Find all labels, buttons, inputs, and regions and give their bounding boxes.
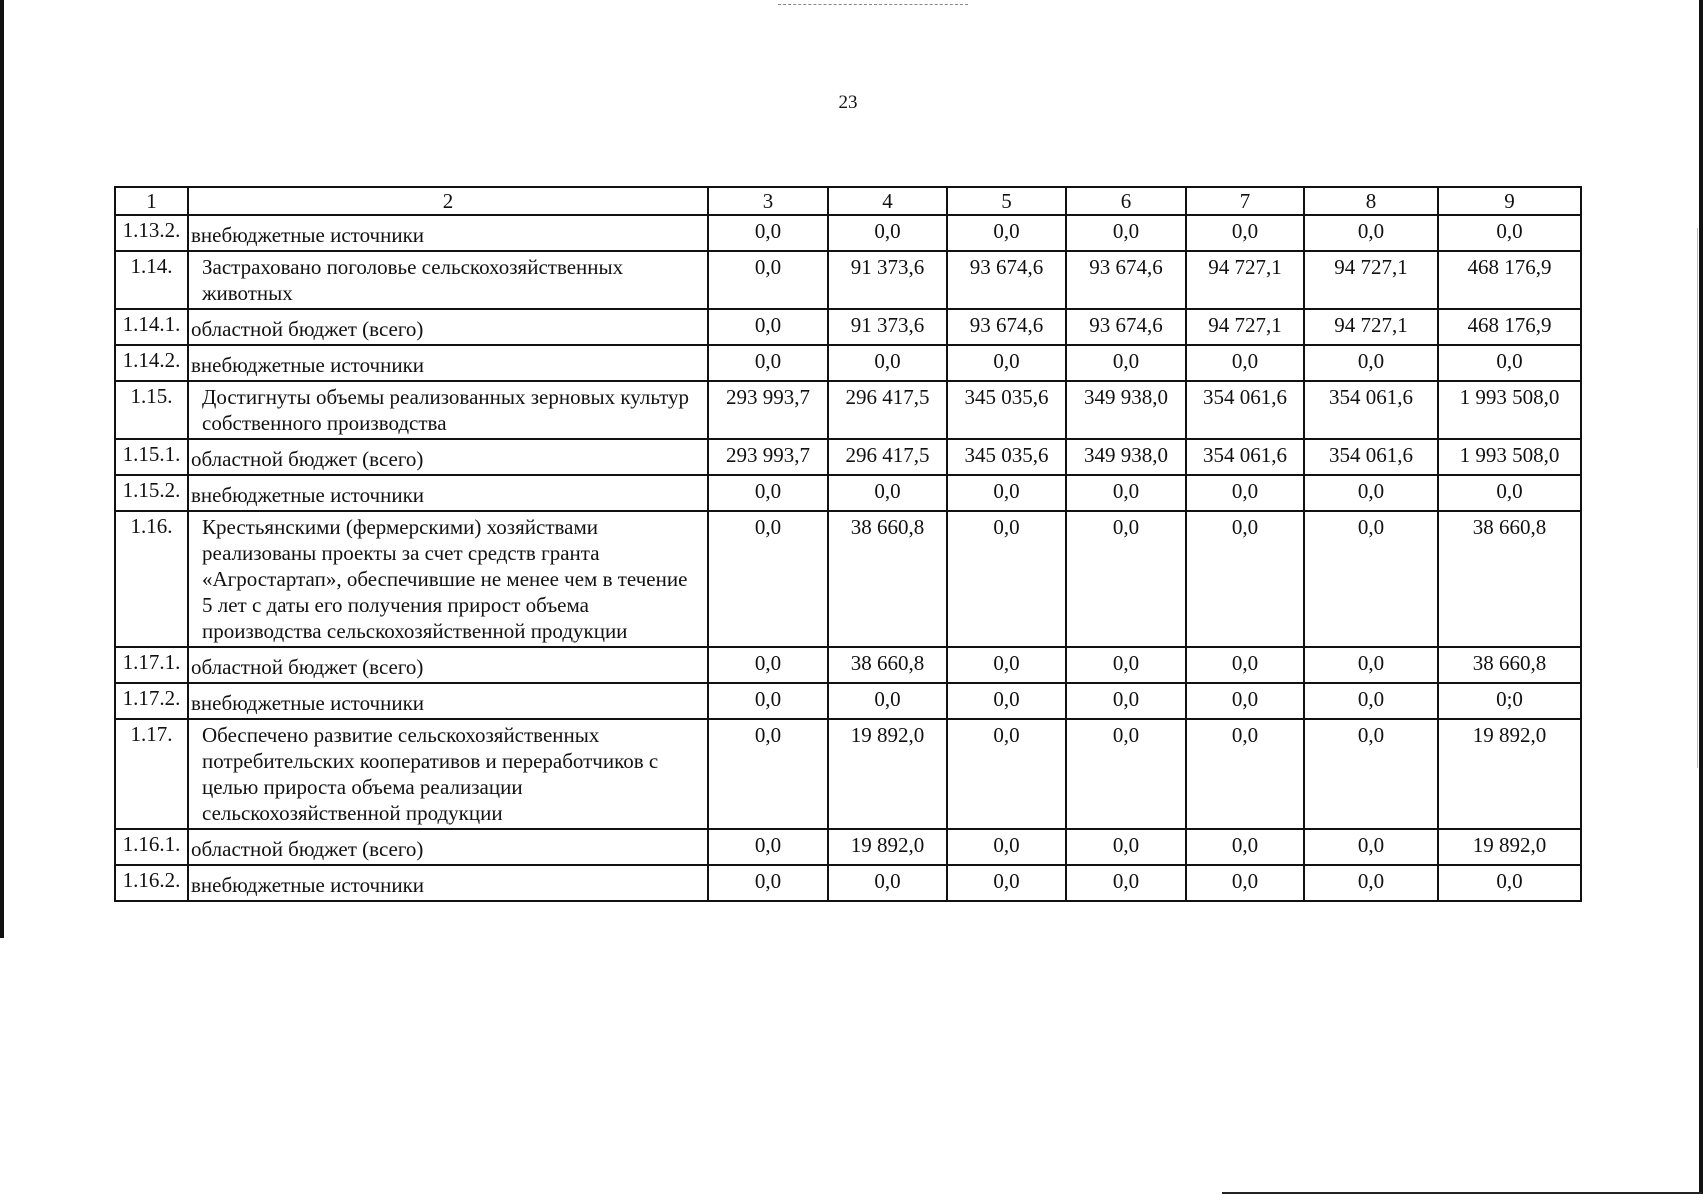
row-value-col-8: 0,0 xyxy=(1304,511,1438,647)
row-value-col-6: 349 938,0 xyxy=(1066,439,1186,475)
row-value-col-6: 93 674,6 xyxy=(1066,251,1186,309)
row-value-col-7: 0,0 xyxy=(1186,647,1304,683)
row-value-col-5: 93 674,6 xyxy=(947,251,1066,309)
row-value-col-4: 0,0 xyxy=(828,215,947,251)
row-value-col-9: 38 660,8 xyxy=(1438,647,1581,683)
row-value-col-5: 345 035,6 xyxy=(947,439,1066,475)
column-header-2: 2 xyxy=(188,187,708,215)
scan-faint-line xyxy=(1697,228,1698,768)
row-code: 1.17.2. xyxy=(115,683,188,719)
row-value-col-6: 0,0 xyxy=(1066,475,1186,511)
row-value-col-3: 0,0 xyxy=(708,475,828,511)
column-header-7: 7 xyxy=(1186,187,1304,215)
row-value-col-6: 93 674,6 xyxy=(1066,309,1186,345)
row-value-col-9: 1 993 508,0 xyxy=(1438,381,1581,439)
table-body xyxy=(115,187,1581,901)
row-name: внебюджетные источники xyxy=(188,865,708,901)
row-value-col-8: 94 727,1 xyxy=(1304,309,1438,345)
row-value-col-6: 0,0 xyxy=(1066,511,1186,647)
row-name: внебюджетные источники xyxy=(188,683,708,719)
row-code: 1.17.1. xyxy=(115,647,188,683)
row-value-col-7: 0,0 xyxy=(1186,829,1304,865)
row-value-col-7: 94 727,1 xyxy=(1186,309,1304,345)
row-code: 1.13.2. xyxy=(115,215,188,251)
column-header-9: 9 xyxy=(1438,187,1581,215)
row-value-col-6: 0,0 xyxy=(1066,683,1186,719)
row-value-col-8: 94 727,1 xyxy=(1304,251,1438,309)
table-row xyxy=(115,439,1581,475)
row-value-col-5: 0,0 xyxy=(947,865,1066,901)
row-value-col-3: 293 993,7 xyxy=(708,381,828,439)
table-row xyxy=(115,381,1581,439)
row-name: Обеспечено развитие сельскохозяйственных потребительских кооперативов и переработчиков с целью прироста объема реализации сельскохозяйственной продукции xyxy=(188,719,708,829)
row-value-col-4: 19 892,0 xyxy=(828,829,947,865)
row-value-col-4: 0,0 xyxy=(828,865,947,901)
row-code: 1.16.2. xyxy=(115,865,188,901)
column-header-5: 5 xyxy=(947,187,1066,215)
row-name: областной бюджет (всего) xyxy=(188,309,708,345)
row-code: 1.14.2. xyxy=(115,345,188,381)
row-value-col-4: 296 417,5 xyxy=(828,439,947,475)
row-value-col-8: 0,0 xyxy=(1304,683,1438,719)
row-code: 1.17. xyxy=(115,719,188,829)
column-header-6: 6 xyxy=(1066,187,1186,215)
row-value-col-7: 0,0 xyxy=(1186,215,1304,251)
column-header-8: 8 xyxy=(1304,187,1438,215)
row-value-col-8: 354 061,6 xyxy=(1304,381,1438,439)
table-row xyxy=(115,251,1581,309)
row-value-col-7: 354 061,6 xyxy=(1186,381,1304,439)
row-value-col-6: 349 938,0 xyxy=(1066,381,1186,439)
row-value-col-9: 0;0 xyxy=(1438,683,1581,719)
row-name: Достигнуты объемы реализованных зерновых культур собственного производства xyxy=(188,381,708,439)
row-value-col-7: 0,0 xyxy=(1186,475,1304,511)
row-code: 1.15.2. xyxy=(115,475,188,511)
scan-left-edge xyxy=(0,0,4,938)
row-value-col-4: 0,0 xyxy=(828,683,947,719)
row-name: внебюджетные источники xyxy=(188,215,708,251)
row-value-col-8: 354 061,6 xyxy=(1304,439,1438,475)
row-value-col-8: 0,0 xyxy=(1304,345,1438,381)
row-value-col-3: 0,0 xyxy=(708,345,828,381)
row-value-col-4: 91 373,6 xyxy=(828,309,947,345)
row-value-col-4: 38 660,8 xyxy=(828,647,947,683)
table-row xyxy=(115,475,1581,511)
row-value-col-9: 468 176,9 xyxy=(1438,251,1581,309)
row-value-col-8: 0,0 xyxy=(1304,719,1438,829)
row-value-col-5: 0,0 xyxy=(947,647,1066,683)
row-value-col-5: 0,0 xyxy=(947,683,1066,719)
row-name: внебюджетные источники xyxy=(188,345,708,381)
row-value-col-3: 0,0 xyxy=(708,511,828,647)
row-value-col-9: 0,0 xyxy=(1438,865,1581,901)
row-code: 1.15.1. xyxy=(115,439,188,475)
row-value-col-6: 0,0 xyxy=(1066,647,1186,683)
row-value-col-5: 0,0 xyxy=(947,719,1066,829)
row-name: областной бюджет (всего) xyxy=(188,829,708,865)
row-value-col-3: 0,0 xyxy=(708,251,828,309)
column-header-1: 1 xyxy=(115,187,188,215)
row-value-col-5: 345 035,6 xyxy=(947,381,1066,439)
row-value-col-5: 0,0 xyxy=(947,829,1066,865)
row-code: 1.15. xyxy=(115,381,188,439)
column-header-3: 3 xyxy=(708,187,828,215)
row-code: 1.14. xyxy=(115,251,188,309)
row-value-col-6: 0,0 xyxy=(1066,719,1186,829)
page-number: 23 xyxy=(838,92,858,113)
scan-bottom-edge xyxy=(1222,1192,1702,1194)
row-value-col-3: 0,0 xyxy=(708,215,828,251)
row-value-col-5: 0,0 xyxy=(947,345,1066,381)
row-name: Застраховано поголовье сельскохозяйственных животных xyxy=(188,251,708,309)
budget-table xyxy=(114,186,1582,902)
table-header-row xyxy=(115,187,1581,215)
row-value-col-7: 0,0 xyxy=(1186,511,1304,647)
row-value-col-9: 0,0 xyxy=(1438,345,1581,381)
row-value-col-4: 38 660,8 xyxy=(828,511,947,647)
row-value-col-8: 0,0 xyxy=(1304,865,1438,901)
row-value-col-3: 0,0 xyxy=(708,719,828,829)
row-value-col-3: 293 993,7 xyxy=(708,439,828,475)
row-value-col-5: 0,0 xyxy=(947,475,1066,511)
scan-right-edge xyxy=(1699,0,1703,1194)
table-row xyxy=(115,865,1581,901)
row-code: 1.16. xyxy=(115,511,188,647)
row-value-col-6: 0,0 xyxy=(1066,829,1186,865)
row-code: 1.16.1. xyxy=(115,829,188,865)
row-value-col-7: 354 061,6 xyxy=(1186,439,1304,475)
row-value-col-6: 0,0 xyxy=(1066,215,1186,251)
row-name: Крестьянскими (фермерскими) хозяйствами реализованы проекты за счет средств гранта «Агростартап», обеспечившие не менее чем в течение 5 лет с даты его получения прирост объема производства сельскохозяйственной продукции xyxy=(188,511,708,647)
row-value-col-3: 0,0 xyxy=(708,309,828,345)
row-value-col-9: 19 892,0 xyxy=(1438,719,1581,829)
table-row xyxy=(115,215,1581,251)
row-value-col-7: 0,0 xyxy=(1186,719,1304,829)
row-value-col-3: 0,0 xyxy=(708,647,828,683)
scan-top-dash xyxy=(778,4,968,6)
table-row xyxy=(115,829,1581,865)
table-row xyxy=(115,647,1581,683)
row-value-col-4: 296 417,5 xyxy=(828,381,947,439)
row-name: внебюджетные источники xyxy=(188,475,708,511)
table-row xyxy=(115,683,1581,719)
row-value-col-9: 1 993 508,0 xyxy=(1438,439,1581,475)
row-name: областной бюджет (всего) xyxy=(188,439,708,475)
row-value-col-4: 0,0 xyxy=(828,345,947,381)
row-value-col-9: 38 660,8 xyxy=(1438,511,1581,647)
row-value-col-4: 0,0 xyxy=(828,475,947,511)
row-value-col-4: 19 892,0 xyxy=(828,719,947,829)
row-code: 1.14.1. xyxy=(115,309,188,345)
row-value-col-4: 91 373,6 xyxy=(828,251,947,309)
table-row xyxy=(115,345,1581,381)
table-row xyxy=(115,719,1581,829)
row-value-col-8: 0,0 xyxy=(1304,647,1438,683)
row-value-col-3: 0,0 xyxy=(708,829,828,865)
row-value-col-7: 0,0 xyxy=(1186,865,1304,901)
table-row xyxy=(115,309,1581,345)
row-value-col-8: 0,0 xyxy=(1304,829,1438,865)
row-value-col-7: 0,0 xyxy=(1186,345,1304,381)
row-value-col-9: 468 176,9 xyxy=(1438,309,1581,345)
row-value-col-8: 0,0 xyxy=(1304,215,1438,251)
row-value-col-5: 0,0 xyxy=(947,215,1066,251)
row-value-col-5: 93 674,6 xyxy=(947,309,1066,345)
row-value-col-7: 94 727,1 xyxy=(1186,251,1304,309)
row-name: областной бюджет (всего) xyxy=(188,647,708,683)
row-value-col-9: 0,0 xyxy=(1438,475,1581,511)
row-value-col-8: 0,0 xyxy=(1304,475,1438,511)
row-value-col-3: 0,0 xyxy=(708,865,828,901)
table-row xyxy=(115,511,1581,647)
row-value-col-9: 19 892,0 xyxy=(1438,829,1581,865)
row-value-col-3: 0,0 xyxy=(708,683,828,719)
row-value-col-6: 0,0 xyxy=(1066,865,1186,901)
row-value-col-7: 0,0 xyxy=(1186,683,1304,719)
column-header-4: 4 xyxy=(828,187,947,215)
row-value-col-5: 0,0 xyxy=(947,511,1066,647)
row-value-col-6: 0,0 xyxy=(1066,345,1186,381)
row-value-col-9: 0,0 xyxy=(1438,215,1581,251)
